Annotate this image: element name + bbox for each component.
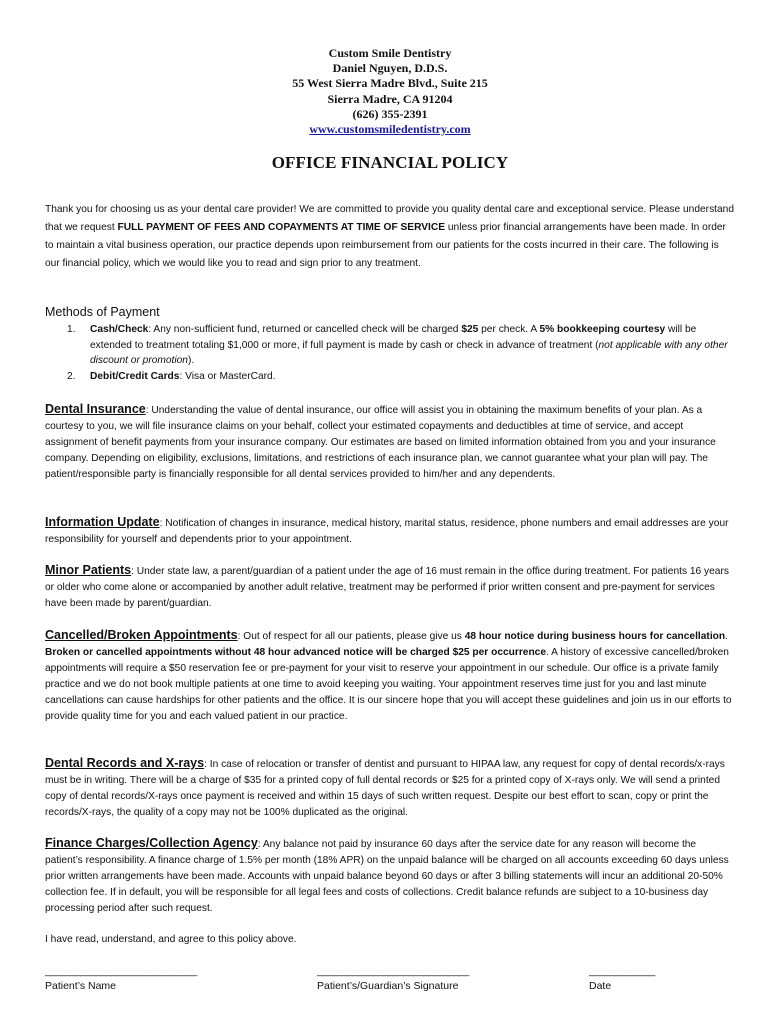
dental-records-section xyxy=(45,755,735,821)
dental-insurance-section xyxy=(45,401,735,483)
cash-check-text-3: will be extended to treatment totaling $1,000 or more, if full payment is made by cash or check in advance of treatment ( xyxy=(90,324,697,351)
signature-label: Patient’s/Guardian’s Signature xyxy=(317,980,459,992)
minor-patients-text: : Under state law, a parent/guardian of a patient under the age of 16 must remain in the office during treatment. For patients 16 years or older who come alone or accompanied by another adult relative, treatment may be performed if prior written consent and pre-payment for services have been made by parent/guardian. xyxy=(45,566,729,609)
intro-text-2: unless prior financial arrangements have been made. In order to maintain a vital business operation, our practice depends upon reimbursement from our patients for the costs incurred in their care. The following is our financial policy, which we would like you to read and sign prior to any treatment. xyxy=(45,222,726,269)
cancel-text-2: . xyxy=(725,631,728,642)
intro-bold-text: FULL PAYMENT OF FEES AND COPAYMENTS AT TIME OF SERVICE xyxy=(117,222,446,233)
cancel-charge-bold: Broken or cancelled appointments without 48 hour advanced notice will be charged $25 per occurrence xyxy=(45,647,547,658)
minor-patients-heading: Minor Patients xyxy=(45,563,132,577)
cash-check-text: : Any non-sufficient fund, returned or cancelled check will be charged xyxy=(148,324,462,335)
debit-credit-text: : Visa or MasterCard. xyxy=(179,370,276,382)
signature-field[interactable]: ______________________________ xyxy=(317,966,469,977)
dental-records-heading: Dental Records and X-rays xyxy=(45,756,205,770)
practice-header xyxy=(0,46,770,137)
patient-name-field[interactable]: ______________________________ xyxy=(45,966,197,977)
date-field[interactable]: _____________ xyxy=(589,966,655,977)
page-title: OFFICE FINANCIAL POLICY xyxy=(271,153,509,172)
cancel-text-1: : Out of respect for all our patients, please give us xyxy=(237,631,465,642)
information-update-heading: Information Update xyxy=(45,515,160,529)
intro-text-1: Thank you for choosing us as your dental care provider! We are committed to provide you quality dental care and exceptional service. Please understand that we request xyxy=(45,204,734,233)
website-link[interactable]: www.customsmiledentistry.com xyxy=(309,122,471,137)
finance-charges-heading: Finance Charges/Collection Agency xyxy=(45,836,258,850)
cancelled-appointments-heading: Cancelled/Broken Appointments xyxy=(45,628,238,642)
cash-check-label: Cash/Check xyxy=(90,324,149,335)
date-label: Date xyxy=(589,980,612,992)
list-number: 2. xyxy=(67,370,76,382)
phone-number: (626) 355-2391 xyxy=(352,106,428,121)
patient-name-label: Patient’s Name xyxy=(45,980,117,992)
dental-records-text: : In case of relocation or transfer of dentist and pursuant to HIPAA law, any request for copy of dental records/x-rays must be in writing. There will be a charge of $35 for a printed copy of full dental records or $25 for a printed copy of X-rays only. We will send a printed copy of dental records/X-rays once payment is received and within 15 days of such written request. Despite our best effort to scan, copy or print the records/X-rays, the quality of a copy may not be 100% duplicated as the original. xyxy=(45,759,725,818)
list-number: 1. xyxy=(67,324,76,335)
list-item xyxy=(45,322,735,369)
intro-paragraph xyxy=(45,201,735,273)
address-line-1: 55 West Sierra Madre Blvd., Suite 215 xyxy=(292,76,488,91)
practice-name: Custom Smile Dentistry xyxy=(328,46,452,60)
finance-charges-text: : Any balance not paid by insurance 60 days after the service date for any reason will become the patient’s responsibility. A finance charge of 1.5% per month (18% APR) on the unpaid balance will be charged on all accounts exceeding 60 days unless prior written arrangements have been made. Accounts with unpaid balance beyond 60 days or after 3 billing statements will incur an additional 20-50% collection fee. If in default, you will be responsible for all legal fees and costs of collections. Credit balance refunds are subject to a 10-business day processing period after such request. xyxy=(45,839,729,914)
cancelled-appointments-section xyxy=(45,627,735,725)
minor-patients-section xyxy=(45,562,735,612)
methods-of-payment-heading: Methods of Payment xyxy=(45,305,160,319)
payment-methods-list xyxy=(45,322,735,384)
address-line-2: Sierra Madre, CA 91204 xyxy=(327,91,453,106)
bookkeeping-courtesy: 5% bookkeeping courtesy xyxy=(539,324,666,335)
information-update-section xyxy=(45,514,735,548)
list-item xyxy=(45,369,735,385)
debit-credit-label: Debit/Credit Cards xyxy=(90,370,180,382)
discount-note: not applicable with any other discount or promotion xyxy=(90,339,728,366)
dental-insurance-text: : Understanding the value of dental insurance, our office will assist you in obtaining the maximum benefits of your plan. As a courtesy to you, we will file insurance claims on your behalf, collect your estimated copayments and deductibles at time of service, and accept assignment of benefit payments from your insurance company. Our estimates are based on limited information obtained from you and your insurance company. Depending on eligibility, exclusions, limitations, and restrictions of each insurance plan, we cannot guarantee what your plan will pay. The patient/responsible party is financially responsible for all dental services provided to him/her and any dependents. xyxy=(45,405,716,480)
doctor-name: Daniel Nguyen, D.D.S. xyxy=(332,61,448,76)
check-fee: $25 xyxy=(461,324,479,335)
agreement-statement: I have read, understand, and agree to this policy above. xyxy=(45,934,297,945)
cancel-text-3: . A history of excessive cancelled/broken appointments will require a $50 reservation fee or pre-payment for your visit to reserve your appointment in our schedule. Our office is a private family practice and we do not book multiple patients at one time to avoid keeping you waiting. Your appointment reserves time just for you and last minute cancellations can cause hardships for other patients and the office. It is our sincere hope that you will accept these guidelines and join us in our efforts to provide quality time for you and each valued patient in our practice. xyxy=(45,647,732,722)
finance-charges-section xyxy=(45,835,735,917)
cash-check-text-2: per check. A xyxy=(478,324,540,335)
cash-check-text-4: ). xyxy=(187,355,195,366)
dental-insurance-heading: Dental Insurance xyxy=(45,402,146,416)
information-update-text: : Notification of changes in insurance, medical history, marital status, residence, phone numbers and email addresses are your responsibility for yourself and dependents prior to your appointment. xyxy=(45,518,729,545)
cancel-notice-bold: 48 hour notice during business hours for cancellation xyxy=(464,631,726,642)
